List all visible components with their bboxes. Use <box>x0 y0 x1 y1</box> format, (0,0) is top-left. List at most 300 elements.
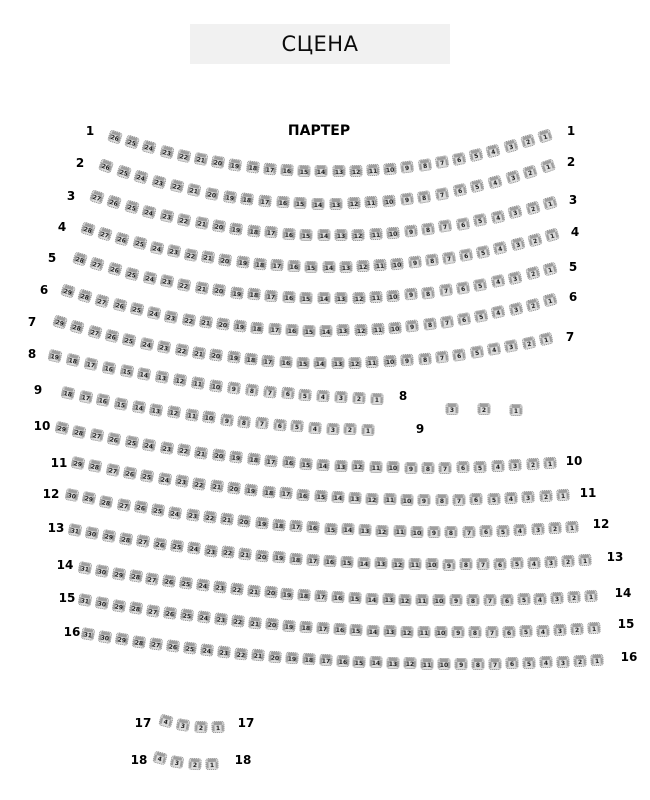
seat-row10-num28[interactable] <box>72 425 87 439</box>
seat-row12-num17[interactable] <box>289 520 303 533</box>
seat-row18-num3[interactable] <box>170 755 185 769</box>
seat-row5-num27[interactable] <box>89 257 105 272</box>
seat-row15-num28[interactable] <box>129 601 144 615</box>
seat-row18-num4[interactable] <box>152 751 168 766</box>
seat-row7-num9[interactable] <box>400 354 414 367</box>
seat-row2-num19[interactable] <box>222 190 237 204</box>
seat-row7-num7[interactable] <box>435 350 449 363</box>
seat-row1-num8[interactable] <box>417 158 432 172</box>
seat-row13-num25[interactable] <box>170 539 184 553</box>
seat-row2-num8[interactable] <box>417 190 432 204</box>
seat-row11-num12[interactable] <box>366 492 379 504</box>
seat-row2-num23[interactable] <box>151 175 167 190</box>
seat-row4-num9[interactable] <box>407 256 421 269</box>
seat-row10-num26[interactable] <box>107 432 122 446</box>
seat-row2-num16[interactable] <box>276 196 290 209</box>
seat-row15-num21[interactable] <box>248 616 262 629</box>
seat-row15-num25[interactable] <box>180 608 194 622</box>
seat-row16-num21[interactable] <box>251 649 265 662</box>
seat-row12-num11[interactable] <box>393 525 406 537</box>
seat-row3-num22[interactable] <box>177 213 192 227</box>
seat-row14-num11[interactable] <box>416 594 429 606</box>
seat-row1-num25[interactable] <box>124 135 140 150</box>
seat-row2-num5[interactable] <box>470 179 485 194</box>
seat-row9-num8[interactable] <box>237 415 251 428</box>
seat-row1-num17[interactable] <box>263 162 277 175</box>
seat-row9-num14[interactable] <box>131 400 146 414</box>
seat-row14-num10[interactable] <box>433 594 446 606</box>
seat-row6-num17[interactable] <box>268 323 282 336</box>
seat-row4-num21[interactable] <box>201 250 216 264</box>
seat-row1-num22[interactable] <box>176 148 191 163</box>
seat-row1-num1[interactable] <box>537 128 553 143</box>
seat-row14-num21[interactable] <box>247 584 261 597</box>
seat-row13-num7[interactable] <box>476 558 489 570</box>
seat-row9-num13[interactable] <box>149 403 164 417</box>
seat-row10-num29[interactable] <box>54 421 69 436</box>
seat-row16-num3[interactable] <box>556 655 570 668</box>
seat-row15-num9[interactable] <box>452 626 465 638</box>
seat-row16-num19[interactable] <box>285 651 299 664</box>
seat-row14-num2[interactable] <box>567 591 581 604</box>
seat-row9-num5[interactable] <box>290 420 304 433</box>
seat-row10-num1[interactable] <box>543 457 557 470</box>
seat-row2-num21[interactable] <box>187 183 202 197</box>
seat-row10-num17[interactable] <box>264 454 278 467</box>
seat-row3-num9[interactable] <box>404 224 418 237</box>
seat-row11-num5[interactable] <box>487 493 500 505</box>
seat-row6-num20[interactable] <box>216 318 230 331</box>
seat-row1-num21[interactable] <box>193 152 208 166</box>
seat-row3-num15[interactable] <box>299 228 312 240</box>
seat-row15-num5[interactable] <box>519 625 532 637</box>
seat-row8-num1[interactable] <box>370 393 383 405</box>
seat-row13-num23[interactable] <box>204 544 218 557</box>
seat-row15-num26[interactable] <box>163 606 177 620</box>
seat-row14-num22[interactable] <box>230 582 244 595</box>
seat-row3-num14[interactable] <box>317 229 330 241</box>
seat-row9-num6[interactable] <box>273 418 287 431</box>
seat-row7-num29[interactable] <box>52 314 68 329</box>
seat-row1-num9[interactable] <box>400 160 414 173</box>
seat-row4-num19[interactable] <box>236 255 250 268</box>
seat-row16-num6[interactable] <box>506 657 519 669</box>
seat-row5-num10[interactable] <box>386 289 400 302</box>
seat-row10-num15[interactable] <box>299 457 313 470</box>
seat-row7-num19[interactable] <box>226 351 240 364</box>
seat-row13-num1[interactable] <box>578 554 592 567</box>
seat-row13-num6[interactable] <box>493 558 506 570</box>
seat-row7-num15[interactable] <box>296 356 309 368</box>
seat-row13-num2[interactable] <box>561 555 575 568</box>
seat-row14-num20[interactable] <box>264 586 278 599</box>
seat-row5-num2[interactable] <box>525 266 541 281</box>
seat-row3-num3[interactable] <box>507 205 523 220</box>
seat-row12-num13[interactable] <box>358 524 371 537</box>
seat-row9-num16[interactable] <box>96 393 111 407</box>
seat-row16-num8[interactable] <box>472 658 485 670</box>
seat-row6-num8[interactable] <box>422 317 436 331</box>
seat-row9-num18[interactable] <box>60 386 75 400</box>
seat-row3-num12[interactable] <box>352 228 365 240</box>
seat-row10-num12[interactable] <box>352 460 365 473</box>
seat-row3-num4[interactable] <box>490 209 505 224</box>
seat-row8-num10[interactable] <box>209 379 223 393</box>
seat-row4-num14[interactable] <box>322 261 335 273</box>
seat-row9-num9[interactable] <box>220 413 234 426</box>
seat-row2-num12[interactable] <box>347 197 360 210</box>
seat-row2-num3[interactable] <box>505 170 521 185</box>
seat-row6-num1[interactable] <box>542 293 558 308</box>
seat-row15-num3[interactable] <box>553 624 567 637</box>
seat-row11-num21[interactable] <box>209 479 223 493</box>
seat-row12-num7[interactable] <box>462 525 475 537</box>
seat-row14-num27[interactable] <box>145 572 160 586</box>
seat-row7-num6[interactable] <box>452 348 466 362</box>
seat-row12-num19[interactable] <box>255 517 269 530</box>
seat-row4-num7[interactable] <box>442 251 457 265</box>
seat-row17-num4[interactable] <box>158 714 174 729</box>
seat-row10-num6[interactable] <box>456 461 469 473</box>
seat-row14-num15[interactable] <box>348 592 362 605</box>
seat-row7-num13[interactable] <box>331 357 344 369</box>
seat-row2-num1[interactable] <box>540 158 556 174</box>
seat-row5-num12[interactable] <box>352 292 365 304</box>
seat-row3-num6[interactable] <box>455 217 470 231</box>
seat-row13-num17[interactable] <box>306 554 320 567</box>
seat-rowextra-num1[interactable] <box>510 404 523 416</box>
seat-row6-num16[interactable] <box>285 324 298 337</box>
seat-row5-num20[interactable] <box>212 283 227 297</box>
seat-row8-num8[interactable] <box>245 383 259 396</box>
seat-row16-num29[interactable] <box>115 632 130 646</box>
seat-row14-num12[interactable] <box>399 593 412 605</box>
seat-row3-num10[interactable] <box>386 226 400 239</box>
seat-row11-num15[interactable] <box>314 490 328 503</box>
seat-row3-num13[interactable] <box>334 229 347 241</box>
seat-row11-num17[interactable] <box>279 487 293 500</box>
seat-row6-num25[interactable] <box>129 302 144 317</box>
seat-row5-num18[interactable] <box>247 288 261 301</box>
seat-row4-num10[interactable] <box>390 258 404 271</box>
seat-row16-num11[interactable] <box>421 658 434 670</box>
seat-row3-num16[interactable] <box>282 227 296 240</box>
seat-row12-num27[interactable] <box>116 498 131 512</box>
seat-row14-num1[interactable] <box>584 590 598 603</box>
seat-row6-num12[interactable] <box>354 324 368 337</box>
seat-row6-num5[interactable] <box>474 309 489 323</box>
seat-rowextra-num2[interactable] <box>478 403 491 415</box>
seat-row2-num13[interactable] <box>329 198 342 210</box>
seat-row15-num1[interactable] <box>587 622 601 635</box>
seat-row5-num7[interactable] <box>438 283 453 297</box>
seat-row15-num12[interactable] <box>401 625 414 637</box>
seat-row11-num9[interactable] <box>418 494 431 506</box>
seat-row7-num21[interactable] <box>192 346 207 360</box>
seat-row10-num19[interactable] <box>229 450 243 463</box>
seat-row6-num22[interactable] <box>181 313 196 327</box>
seat-row11-num25[interactable] <box>140 469 155 483</box>
seat-row12-num12[interactable] <box>376 525 389 537</box>
seat-row15-num4[interactable] <box>536 624 549 637</box>
seat-row10-num20[interactable] <box>212 448 226 462</box>
seat-row1-num19[interactable] <box>228 158 243 172</box>
seat-row13-num29[interactable] <box>102 529 117 543</box>
seat-row14-num30[interactable] <box>94 564 109 578</box>
seat-row6-num19[interactable] <box>233 320 247 333</box>
seat-row8-num15[interactable] <box>119 364 134 378</box>
seat-row5-num24[interactable] <box>142 270 157 285</box>
seat-row14-num13[interactable] <box>382 593 395 605</box>
seat-row14-num3[interactable] <box>550 592 564 605</box>
seat-row1-num20[interactable] <box>211 155 226 169</box>
seat-row3-num17[interactable] <box>264 226 278 239</box>
seat-row10-num13[interactable] <box>334 459 348 472</box>
seat-row13-num16[interactable] <box>323 555 337 568</box>
seat-row15-num20[interactable] <box>265 618 279 631</box>
seat-row3-num7[interactable] <box>438 220 453 234</box>
seat-row6-num13[interactable] <box>337 324 350 336</box>
seat-row1-num10[interactable] <box>383 162 397 175</box>
seat-row16-num25[interactable] <box>183 641 197 654</box>
seat-row15-num2[interactable] <box>570 623 584 636</box>
seat-row3-num23[interactable] <box>159 209 174 224</box>
seat-row2-num20[interactable] <box>205 187 220 201</box>
seat-row15-num13[interactable] <box>384 625 397 637</box>
seat-row1-num2[interactable] <box>520 134 536 149</box>
seat-row15-num22[interactable] <box>231 614 245 627</box>
seat-row7-num26[interactable] <box>104 329 119 344</box>
seat-row4-num3[interactable] <box>510 237 525 252</box>
seat-row5-num15[interactable] <box>300 292 313 304</box>
seat-row10-num21[interactable] <box>194 446 208 460</box>
seat-row5-num17[interactable] <box>265 289 279 302</box>
seat-row13-num11[interactable] <box>408 558 421 570</box>
seat-row15-num18[interactable] <box>299 620 313 633</box>
seat-row12-num3[interactable] <box>531 523 545 536</box>
seat-rowextra-num3[interactable] <box>446 403 459 415</box>
seat-row7-num24[interactable] <box>139 337 154 351</box>
seat-row4-num20[interactable] <box>218 253 232 267</box>
seat-row4-num17[interactable] <box>270 259 284 272</box>
seat-row11-num11[interactable] <box>383 493 396 505</box>
seat-row9-num11[interactable] <box>184 408 199 422</box>
seat-row6-num21[interactable] <box>198 315 213 329</box>
seat-row5-num13[interactable] <box>335 292 348 304</box>
seat-row16-num7[interactable] <box>489 658 502 670</box>
seat-row13-num21[interactable] <box>238 548 252 561</box>
seat-row10-num5[interactable] <box>474 461 487 473</box>
seat-row8-num2[interactable] <box>352 392 366 405</box>
seat-row16-num13[interactable] <box>387 657 400 669</box>
seat-row4-num15[interactable] <box>305 261 318 273</box>
seat-row9-num17[interactable] <box>78 390 93 404</box>
seat-row9-num4[interactable] <box>308 421 322 434</box>
seat-row3-num24[interactable] <box>141 205 157 220</box>
seat-row5-num1[interactable] <box>542 262 558 277</box>
seat-row9-num10[interactable] <box>202 411 216 425</box>
seat-row6-num3[interactable] <box>508 301 523 316</box>
seat-row15-num27[interactable] <box>146 604 161 618</box>
seat-row4-num5[interactable] <box>476 245 491 259</box>
seat-row12-num18[interactable] <box>272 518 286 531</box>
seat-row10-num27[interactable] <box>89 428 104 442</box>
seat-row8-num5[interactable] <box>298 388 312 401</box>
seat-row5-num4[interactable] <box>490 274 505 288</box>
seat-row15-num31[interactable] <box>78 593 93 607</box>
seat-row10-num9[interactable] <box>404 462 417 474</box>
seat-row16-num9[interactable] <box>455 658 468 670</box>
seat-row10-num25[interactable] <box>124 435 139 449</box>
seat-row1-num23[interactable] <box>159 144 174 159</box>
seat-row5-num9[interactable] <box>404 288 418 301</box>
seat-row12-num1[interactable] <box>565 521 579 534</box>
seat-row11-num6[interactable] <box>470 493 483 505</box>
seat-row8-num12[interactable] <box>173 373 188 387</box>
seat-row13-num4[interactable] <box>527 556 540 569</box>
seat-row12-num15[interactable] <box>324 522 338 535</box>
seat-row15-num16[interactable] <box>333 623 347 636</box>
seat-row13-num26[interactable] <box>153 537 168 551</box>
seat-row7-num18[interactable] <box>244 353 258 366</box>
seat-row16-num5[interactable] <box>522 657 535 669</box>
seat-row10-num3[interactable] <box>508 459 522 472</box>
seat-row8-num7[interactable] <box>263 385 277 398</box>
seat-row4-num13[interactable] <box>339 261 352 273</box>
seat-row15-num29[interactable] <box>112 599 127 613</box>
seat-row2-num15[interactable] <box>294 197 307 210</box>
seat-row5-num6[interactable] <box>456 281 471 295</box>
seat-row12-num28[interactable] <box>99 494 114 508</box>
seat-row14-num31[interactable] <box>78 561 93 575</box>
seat-row13-num10[interactable] <box>425 558 438 570</box>
seat-row15-num6[interactable] <box>503 625 516 637</box>
seat-row5-num14[interactable] <box>317 292 330 304</box>
seat-row11-num22[interactable] <box>192 477 206 491</box>
seat-row13-num22[interactable] <box>221 546 235 559</box>
seat-row1-num5[interactable] <box>469 148 484 163</box>
seat-row13-num8[interactable] <box>459 558 472 570</box>
seat-row15-num23[interactable] <box>214 613 228 626</box>
seat-row8-num9[interactable] <box>227 381 241 394</box>
seat-row5-num8[interactable] <box>421 286 435 299</box>
seat-row9-num15[interactable] <box>113 397 128 411</box>
seat-row1-num14[interactable] <box>315 165 328 177</box>
seat-row11-num16[interactable] <box>296 488 310 501</box>
seat-row12-num25[interactable] <box>151 503 166 517</box>
seat-row12-num9[interactable] <box>428 526 441 538</box>
seat-row12-num4[interactable] <box>514 524 528 537</box>
seat-row11-num19[interactable] <box>244 483 258 496</box>
seat-row7-num3[interactable] <box>504 339 519 353</box>
seat-row12-num10[interactable] <box>410 526 423 538</box>
seat-row6-num29[interactable] <box>60 283 76 298</box>
seat-row13-num14[interactable] <box>357 556 370 569</box>
seat-row4-num18[interactable] <box>253 257 267 270</box>
seat-row14-num9[interactable] <box>450 594 463 606</box>
seat-row3-num8[interactable] <box>421 222 435 236</box>
seat-row8-num14[interactable] <box>137 367 152 381</box>
seat-row3-num2[interactable] <box>525 200 541 215</box>
seat-row2-num24[interactable] <box>133 170 149 185</box>
seat-row16-num17[interactable] <box>319 654 333 667</box>
seat-row14-num17[interactable] <box>314 590 328 603</box>
seat-row13-num5[interactable] <box>510 557 523 569</box>
seat-row11-num10[interactable] <box>401 493 414 505</box>
seat-row10-num4[interactable] <box>491 460 505 473</box>
seat-row12-num16[interactable] <box>306 521 320 534</box>
seat-row14-num29[interactable] <box>111 567 126 581</box>
seat-row5-num5[interactable] <box>473 278 488 292</box>
seat-row10-num18[interactable] <box>247 452 261 465</box>
seat-row4-num4[interactable] <box>493 241 508 256</box>
seat-row16-num4[interactable] <box>539 656 552 668</box>
seat-row13-num30[interactable] <box>85 526 100 540</box>
seat-row6-num18[interactable] <box>250 321 264 334</box>
seat-row8-num19[interactable] <box>47 349 62 364</box>
seat-row11-num20[interactable] <box>227 481 241 494</box>
seat-row6-num14[interactable] <box>320 325 333 337</box>
seat-row14-num6[interactable] <box>500 593 513 605</box>
seat-row13-num20[interactable] <box>255 549 269 562</box>
seat-row14-num25[interactable] <box>179 576 193 590</box>
seat-row3-num18[interactable] <box>247 224 261 237</box>
seat-row7-num16[interactable] <box>279 355 293 368</box>
seat-row16-num20[interactable] <box>268 650 282 663</box>
seat-row13-num9[interactable] <box>443 559 456 571</box>
seat-row13-num28[interactable] <box>119 532 134 546</box>
seat-row3-num27[interactable] <box>89 189 105 204</box>
seat-row1-num24[interactable] <box>142 140 158 155</box>
seat-row1-num12[interactable] <box>349 165 362 178</box>
seat-row11-num4[interactable] <box>504 492 518 505</box>
seat-row13-num13[interactable] <box>374 557 387 569</box>
seat-row16-num31[interactable] <box>81 627 96 641</box>
seat-row14-num23[interactable] <box>213 581 227 594</box>
seat-row10-num7[interactable] <box>439 462 452 474</box>
seat-row5-num19[interactable] <box>230 286 244 299</box>
seat-row10-num11[interactable] <box>369 461 382 473</box>
seat-row3-num21[interactable] <box>194 216 209 230</box>
seat-row10-num24[interactable] <box>142 438 157 452</box>
seat-row6-num7[interactable] <box>439 315 454 329</box>
seat-row2-num18[interactable] <box>240 192 254 206</box>
seat-row7-num1[interactable] <box>538 332 553 347</box>
seat-row9-num2[interactable] <box>344 423 357 436</box>
seat-row8-num16[interactable] <box>101 360 116 374</box>
seat-row10-num2[interactable] <box>526 458 540 471</box>
seat-row16-num15[interactable] <box>353 656 367 669</box>
seat-row9-num12[interactable] <box>167 406 182 420</box>
seat-row11-num23[interactable] <box>175 474 190 488</box>
seat-row3-num5[interactable] <box>473 213 488 227</box>
seat-row9-num7[interactable] <box>255 417 269 430</box>
seat-row14-num7[interactable] <box>483 594 496 606</box>
seat-row12-num14[interactable] <box>341 523 355 536</box>
seat-row6-num15[interactable] <box>302 324 315 336</box>
seat-row2-num22[interactable] <box>169 179 184 194</box>
seat-row12-num30[interactable] <box>64 488 79 502</box>
seat-row6-num24[interactable] <box>146 306 161 320</box>
seat-row1-num4[interactable] <box>486 143 502 158</box>
seat-row6-num2[interactable] <box>525 297 541 312</box>
seat-row1-num15[interactable] <box>297 165 310 177</box>
seat-row7-num25[interactable] <box>122 333 137 348</box>
seat-row2-num26[interactable] <box>98 158 114 174</box>
seat-row12-num5[interactable] <box>496 524 509 536</box>
seat-row5-num16[interactable] <box>282 291 296 304</box>
seat-row2-num2[interactable] <box>522 164 538 179</box>
